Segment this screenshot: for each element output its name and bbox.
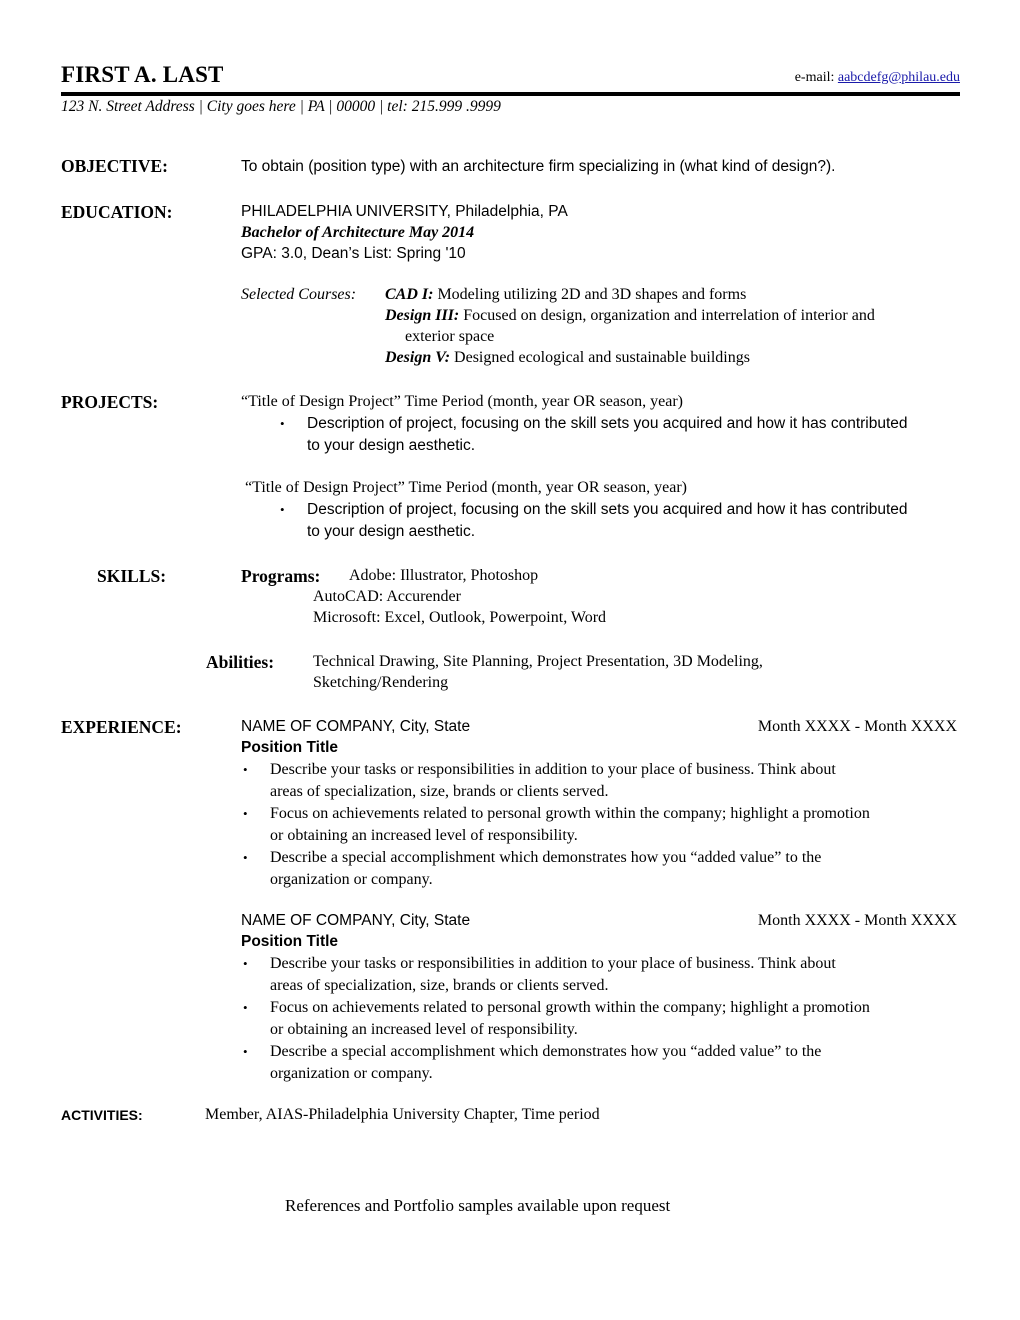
activities-text: Member, AIAS-Philadelphia University Chapter, Time period — [205, 1106, 600, 1123]
bullet-icon: • — [243, 806, 248, 821]
education-heading: EDUCATION: — [61, 202, 173, 222]
job-title: Position Title — [241, 739, 339, 756]
abilities-label: Abilities: — [206, 652, 275, 672]
job-bullet: Describe your tasks or responsibilities in addition to your place of business. Think about — [270, 761, 836, 778]
course-desc: Designed ecological and sustainable buildings — [450, 349, 750, 366]
objective-heading: OBJECTIVE: — [61, 156, 168, 176]
resume-name: FIRST A. LAST — [61, 62, 224, 87]
project-desc: Description of project, focusing on the skill sets you acquired and how it has contributed — [307, 501, 908, 518]
bullet-icon: • — [280, 502, 285, 517]
education-gpa: GPA: 3.0, Dean’s List: Spring '10 — [241, 245, 466, 262]
activities-heading: ACTIVITIES: — [61, 1107, 143, 1123]
project-desc-continued: to your design aesthetic. — [307, 437, 476, 454]
abilities-text-continued: Sketching/Rendering — [313, 674, 449, 691]
program-item: Adobe: Illustrator, Photoshop — [349, 567, 539, 584]
project-title: “Title of Design Project” Time Period (month, year OR season, year) — [241, 393, 684, 410]
courses-label: Selected Courses: — [241, 286, 357, 303]
bullet-icon: • — [280, 416, 285, 431]
bullet-icon: • — [243, 956, 248, 971]
projects-heading: PROJECTS: — [61, 392, 159, 412]
references-note: References and Portfolio samples available upon request — [285, 1196, 671, 1215]
project-desc-continued: to your design aesthetic. — [307, 523, 476, 540]
email-line — [795, 70, 960, 86]
abilities-text: Technical Drawing, Site Planning, Project Presentation, 3D Modeling, — [313, 653, 763, 670]
education-school: PHILADELPHIA UNIVERSITY, Philadelphia, PA — [241, 203, 568, 220]
bullet-icon: • — [243, 850, 248, 865]
job-bullet-continued: organization or company. — [270, 1065, 433, 1082]
job-bullet-continued: areas of specialization, size, brands or clients served. — [270, 977, 609, 994]
course-name: CAD I: — [385, 286, 434, 303]
job-bullet: Describe your tasks or responsibilities in addition to your place of business. Think about — [270, 955, 836, 972]
header-divider — [61, 92, 960, 96]
programs-label: Programs: — [241, 566, 321, 586]
course-desc: Focused on design, organization and interrelation of interior and — [459, 307, 875, 324]
course-item — [385, 286, 746, 304]
job-dates: Month XXXX - Month XXXX — [757, 718, 957, 735]
job-company: NAME OF COMPANY, City, State — [241, 912, 471, 929]
project-desc: Description of project, focusing on the skill sets you acquired and how it has contributed — [307, 415, 908, 432]
job-bullet-continued: organization or company. — [270, 871, 433, 888]
project-title: “Title of Design Project” Time Period (month, year OR season, year) — [245, 479, 688, 496]
bullet-icon: • — [243, 1044, 248, 1059]
course-desc: Modeling utilizing 2D and 3D shapes and forms — [433, 286, 747, 303]
job-bullet: Focus on achievements related to personal growth within the company; highlight a promotion — [270, 999, 870, 1016]
skills-heading: SKILLS: — [97, 566, 167, 586]
email-link[interactable]: aabcdefg@philau.edu — [837, 70, 960, 85]
education-degree: Bachelor of Architecture May 2014 — [241, 224, 475, 241]
course-item — [385, 349, 750, 367]
job-bullet: Describe a special accomplishment which demonstrates how you “added value” to the — [270, 849, 822, 866]
job-company: NAME OF COMPANY, City, State — [241, 718, 471, 735]
email-label: e-mail: — [794, 70, 838, 85]
job-bullet: Focus on achievements related to personal growth within the company; highlight a promotion — [270, 805, 870, 822]
course-item — [385, 307, 875, 325]
bullet-icon: • — [243, 762, 248, 777]
program-item: AutoCAD: Accurender — [313, 588, 461, 605]
job-bullet: Describe a special accomplishment which demonstrates how you “added value” to the — [270, 1043, 822, 1060]
job-bullet-continued: or obtaining an increased level of responsibility. — [270, 1021, 578, 1038]
bullet-icon: • — [243, 1000, 248, 1015]
objective-text: To obtain (position type) with an architecture firm specializing in (what kind of design?). — [241, 158, 836, 175]
job-bullet-continued: or obtaining an increased level of responsibility. — [270, 827, 578, 844]
address-line: 123 N. Street Address | City goes here | PA | 00000 | tel: 215.999 .9999 — [61, 98, 501, 115]
course-name: Design III: — [385, 307, 460, 324]
job-title: Position Title — [241, 933, 339, 950]
course-name: Design V: — [385, 349, 451, 366]
job-dates: Month XXXX - Month XXXX — [757, 912, 957, 929]
course-desc-continued: exterior space — [405, 328, 495, 345]
experience-heading: EXPERIENCE: — [61, 717, 182, 737]
job-bullet-continued: areas of specialization, size, brands or clients served. — [270, 783, 609, 800]
program-item: Microsoft: Excel, Outlook, Powerpoint, Word — [313, 609, 607, 626]
